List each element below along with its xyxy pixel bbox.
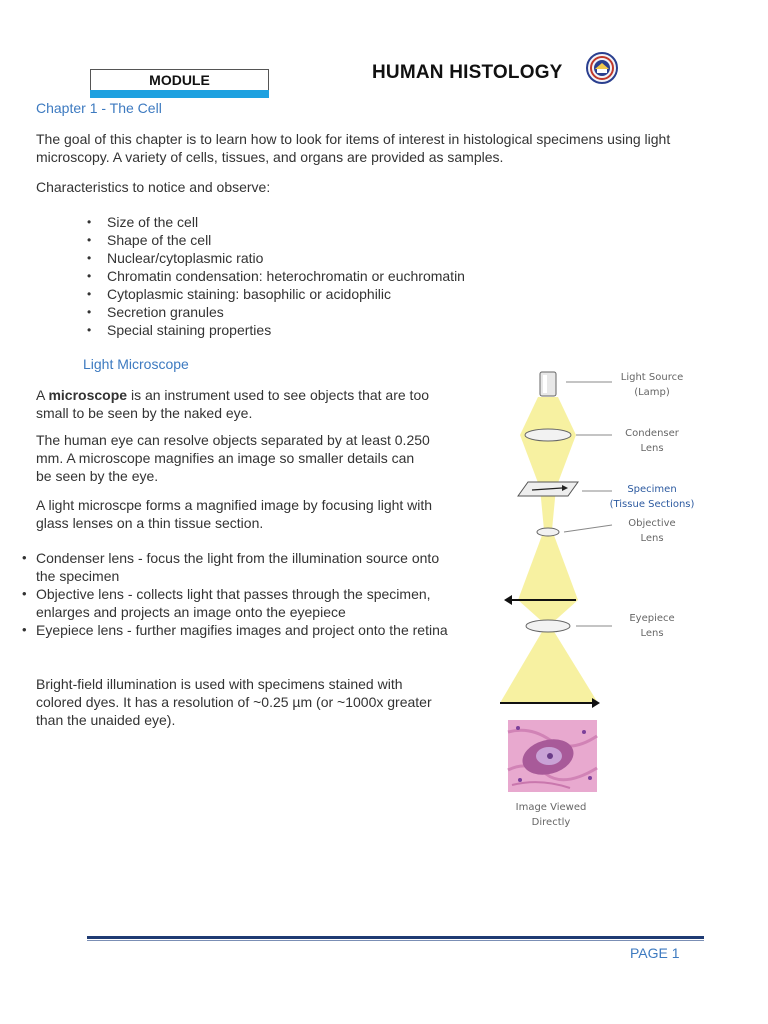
objective-lens-icon [537, 528, 559, 536]
chapter-title: Chapter 1 - The Cell [36, 100, 162, 116]
label-line: Lens [640, 533, 664, 544]
label-light-source [606, 370, 698, 402]
definition-text: is an instrument used to see objects that are too small to be seen by the naked eye. [36, 387, 430, 421]
leader-line [564, 525, 612, 532]
light-beam [520, 435, 576, 488]
label-specimen [600, 482, 704, 514]
label-line: (Lamp) [634, 387, 670, 398]
light-microscope-diagram [470, 360, 720, 835]
label-eyepiece [606, 611, 698, 643]
label-line: Specimen [627, 484, 677, 495]
list-item: • Special staining properties [87, 321, 687, 339]
module-label: MODULE [90, 69, 269, 90]
list-item: • Chromatin condensation: heterochromatin or euchromatin [87, 267, 687, 285]
list-item: • Condenser lens - focus the light from the illumination source onto the specimen [22, 549, 452, 585]
eye-resolution-paragraph: The human eye can resolve objects separated by at least 0.250 mm. A microscope magnifies an image so smaller details can be seen by the eye. [36, 432, 430, 484]
chapter-intro: The goal of this chapter is to learn how to look for items of interest in histological specimens using light microscopy. A variety of cells, tissues, and organs are provided as samples. [36, 131, 671, 165]
characteristics-list [87, 213, 687, 339]
bright-field-paragraph: Bright-field illumination is used with specimens stained with colored dyes. It has a resolution of ~0.25 µm (or ~1000x greater than the unaided eye). [36, 676, 432, 728]
lamp-highlight [543, 375, 547, 393]
microscope-definition [36, 386, 446, 422]
eyepiece-lens-icon [526, 620, 570, 632]
list-item: • Secretion granules [87, 303, 687, 321]
light-microscope-paragraph: A light microscpe forms a magnified image by focusing light with glass lenses on a thin tissue section. [36, 497, 433, 531]
list-item: • Eyepiece lens - further magifies images and project onto the retina [22, 621, 452, 639]
light-beam [518, 530, 578, 600]
label-line: Lens [640, 443, 664, 454]
label-line: Light Source [620, 372, 684, 383]
lamp-icon [540, 372, 556, 396]
label-line: Eyepiece [629, 613, 675, 624]
final-image-arrow-head [592, 698, 600, 708]
list-item: • Nuclear/cytoplasmic ratio [87, 249, 687, 267]
label-line: Image Viewed [515, 802, 587, 813]
list-item: • Size of the cell [87, 213, 687, 231]
label-line: Directly [531, 817, 571, 828]
module-accent-bar [90, 90, 269, 98]
footer-rule-thin [87, 940, 704, 941]
section-heading-light-microscope: Light Microscope [83, 356, 189, 372]
label-objective [606, 516, 698, 548]
intermediate-image-arrow-head [504, 595, 512, 605]
institution-seal-icon [586, 52, 618, 84]
characteristics-heading: Characteristics to notice and observe: [36, 179, 271, 195]
definition-term: microscope [48, 387, 128, 403]
label-line: Objective [628, 518, 676, 529]
light-beam [500, 625, 598, 703]
condenser-lens-icon [525, 429, 571, 441]
page-number: PAGE 1 [630, 945, 680, 961]
list-item: • Objective lens - collects light that passes through the specimen, enlarges and projects an image onto the eyepiece [22, 585, 452, 621]
label-line: (Tissue Sections) [609, 499, 695, 510]
definition-prefix: A [36, 387, 49, 403]
label-condenser [606, 426, 698, 458]
label-line: Lens [640, 628, 664, 639]
list-item: • Shape of the cell [87, 231, 687, 249]
label-line: Condenser [625, 428, 679, 439]
list-item: • Cytoplasmic staining: basophilic or acidophilic [87, 285, 687, 303]
footer-rule [87, 936, 704, 939]
lens-list [22, 549, 452, 639]
tissue-micrograph [508, 720, 597, 792]
label-image-viewed [498, 800, 604, 832]
document-title: HUMAN HISTOLOGY [372, 62, 563, 83]
